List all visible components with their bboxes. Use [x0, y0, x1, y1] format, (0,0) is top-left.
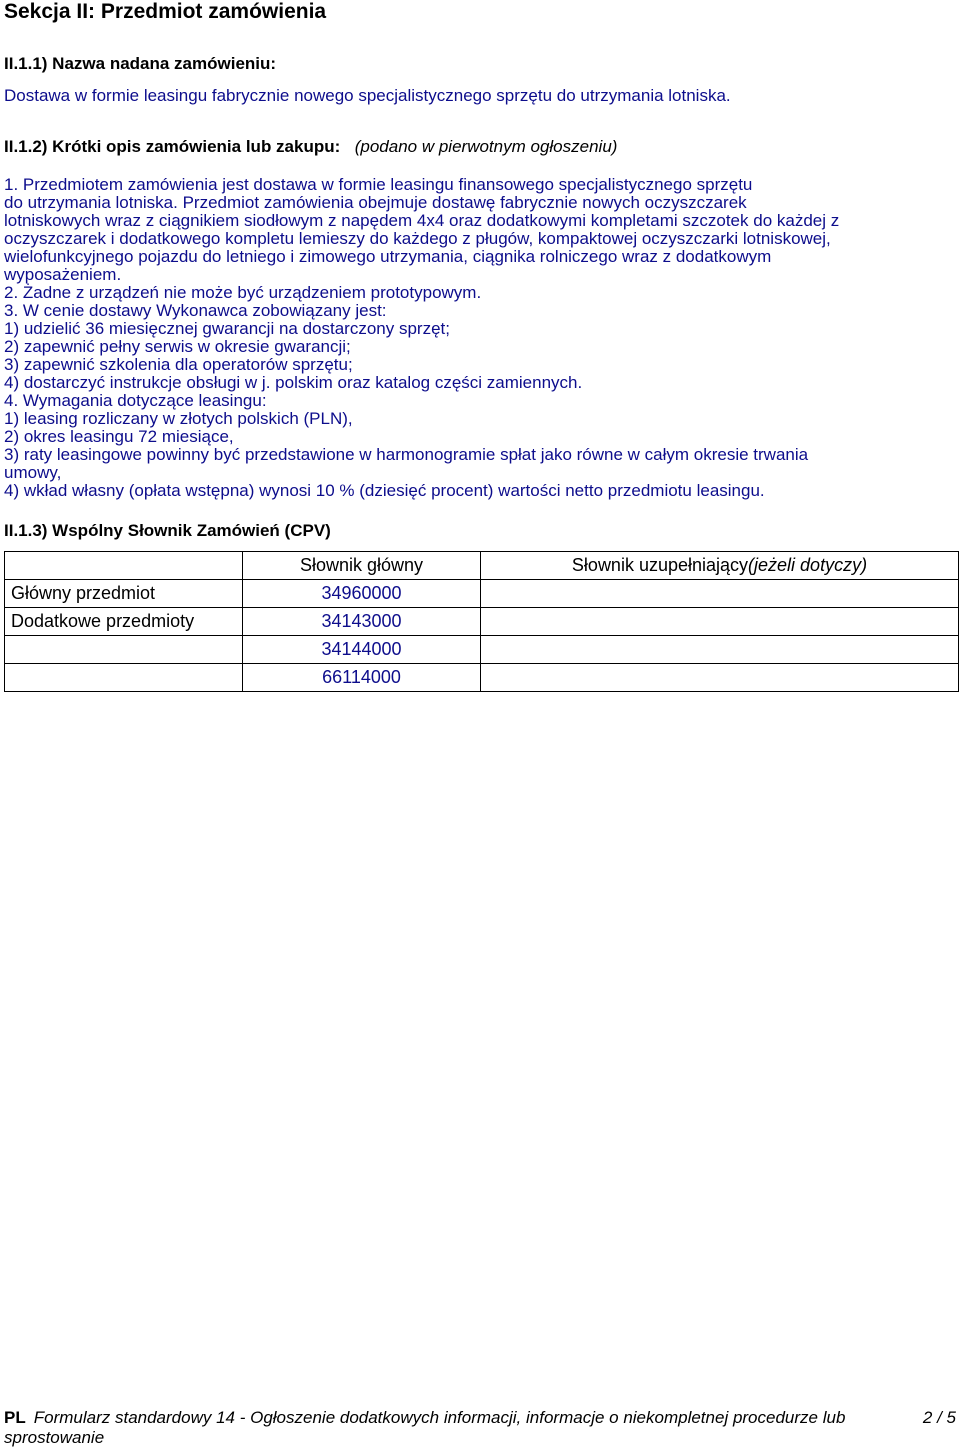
name-value: Dostawa w formie leasingu fabrycznie nowego specjalistycznego sprzętu do utrzymania lotniska. [4, 86, 731, 105]
desc-line: 1. Przedmiotem zamówienia jest dostawa w formie leasingu finansowego specjalistycznego sprzętu [4, 175, 753, 194]
desc-line: 2) zapewnić pełny serwis w okresie gwarancji; [4, 337, 351, 356]
table-cell [5, 552, 243, 580]
desc-line: do utrzymania lotniska. Przedmiot zamówienia obejmuje dostawę fabrycznie nowych oczyszczarek [4, 193, 747, 212]
desc-label: II.1.2) Krótki opis zamówienia lub zakupu: [4, 137, 341, 156]
table-cell [481, 580, 959, 608]
cpv-row-label [5, 636, 243, 664]
desc-body [4, 176, 956, 500]
desc-line: lotniskowych wraz z ciągnikiem siodłowym z napędem 4x4 oraz dodatkowymi kompletami szczotek do każdej z [4, 211, 840, 230]
cpv-row-label: Główny przedmiot [5, 580, 243, 608]
table-cell [481, 664, 959, 692]
desc-line: oczyszczarek i dodatkowego kompletu lemieszy do każdego z pługów, kompaktowej oczyszczarki lotniskowej, [4, 229, 831, 248]
cpv-header-sub-label: Słownik uzupełniający [571, 555, 749, 575]
page-footer [4, 1408, 956, 1448]
desc-line: 4) wkład własny (opłata wstępna) wynosi 10 % (dziesięć procent) wartości netto przedmiotu leasingu. [4, 481, 765, 500]
cpv-label: II.1.3) Wspólny Słownik Zamówień (CPV) [4, 521, 331, 540]
desc-line: 1) leasing rozliczany w złotych polskich (PLN), [4, 409, 353, 428]
table-row [5, 608, 959, 636]
cpv-row-label: Dodatkowe przedmioty [5, 608, 243, 636]
table-row [5, 552, 959, 580]
cpv-code: 34960000 [243, 580, 481, 608]
section-title: Sekcja II: Przedmiot zamówienia [4, 0, 327, 23]
name-label: II.1.1) Nazwa nadana zamówieniu: [4, 54, 277, 73]
table-row [5, 664, 959, 692]
cpv-table [4, 551, 959, 692]
desc-line: 4. Wymagania dotyczące leasingu: [4, 391, 267, 410]
desc-line: 3) zapewnić szkolenia dla operatorów sprzętu; [4, 355, 353, 374]
table-cell [481, 636, 959, 664]
desc-line: 3) raty leasingowe powinny być przedstawione w harmonogramie spłat jako równe w całym okresie trwania [4, 445, 809, 464]
desc-line: 1) udzielić 36 miesięcznej gwarancji na dostarczony sprzęt; [4, 319, 450, 338]
desc-line: umowy, [4, 463, 62, 482]
table-cell [481, 608, 959, 636]
cpv-row-label [5, 664, 243, 692]
footer-title: Formularz standardowy 14 - Ogłoszenie dodatkowych informacji, informacje o niekompletnej procedurze lub sprostowanie [4, 1408, 846, 1447]
desc-heading [4, 137, 617, 157]
footer-lang: PL [4, 1408, 26, 1427]
desc-line: 3. W cenie dostawy Wykonawca zobowiązany jest: [4, 301, 387, 320]
footer-text [4, 1408, 884, 1448]
cpv-header-sub [481, 552, 959, 580]
desc-line: wyposażeniem. [4, 265, 122, 284]
table-row [5, 580, 959, 608]
desc-line: 2) okres leasingu 72 miesiące, [4, 427, 234, 446]
cpv-code: 34143000 [243, 608, 481, 636]
page-number: 2 / 5 [922, 1408, 956, 1427]
cpv-header-sub-note: (jeżeli dotyczy) [748, 555, 868, 575]
desc-note: (podano w pierwotnym ogłoszeniu) [354, 137, 618, 156]
cpv-code: 66114000 [243, 664, 481, 692]
desc-line: 4) dostarczyć instrukcje obsługi w j. polskim oraz katalog części zamiennych. [4, 373, 583, 392]
desc-line: 2. Żadne z urządzeń nie może być urządzeniem prototypowym. [4, 283, 482, 302]
cpv-code: 34144000 [243, 636, 481, 664]
cpv-header-main: Słownik główny [243, 552, 481, 580]
table-row [5, 636, 959, 664]
desc-line: wielofunkcyjnego pojazdu do letniego i zimowego utrzymania, ciągnika rolniczego wraz z dodatkowym [4, 247, 772, 266]
